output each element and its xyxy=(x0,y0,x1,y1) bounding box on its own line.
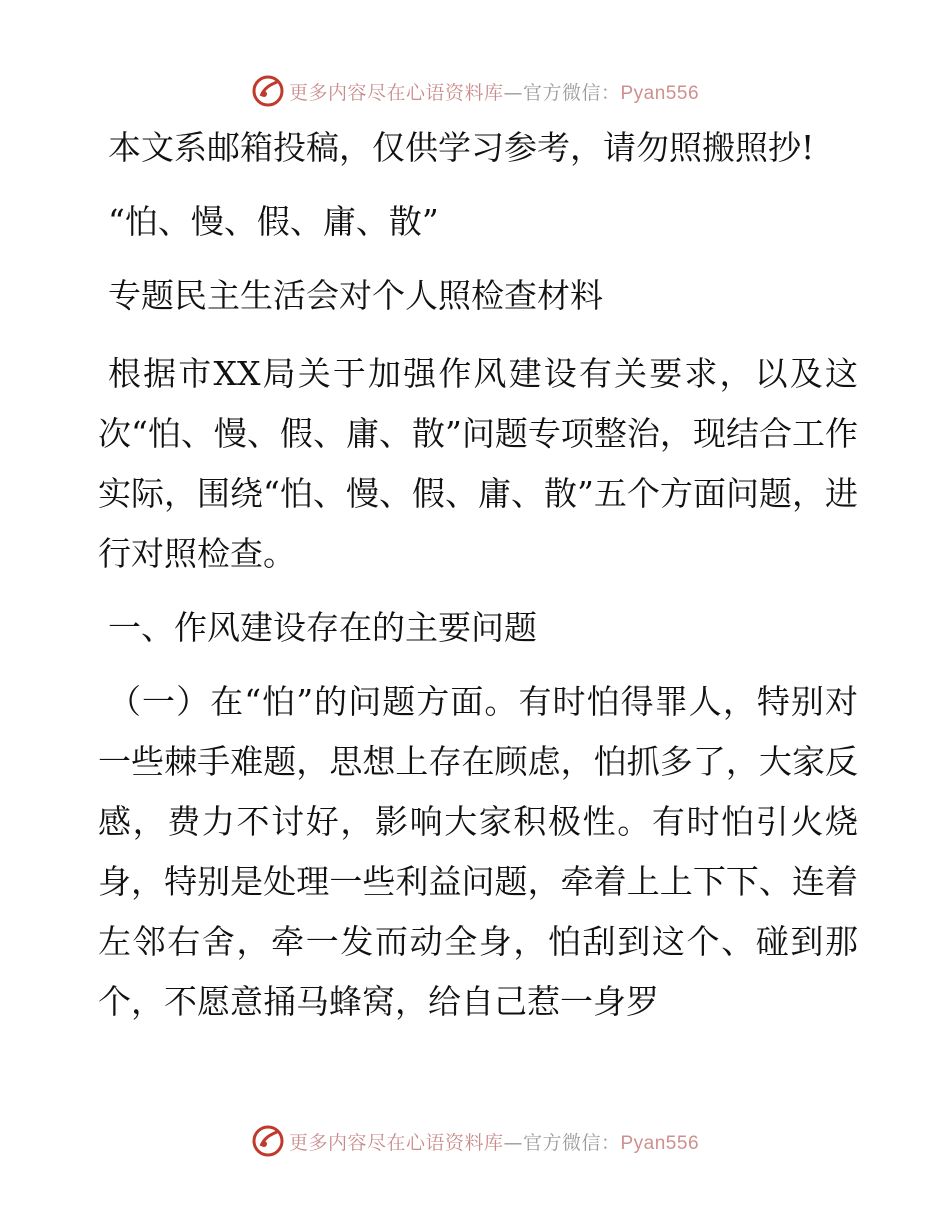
intro-paragraph: 根据市XX局关于加强作风建设有关要求，以及这次“怕、慢、假、庸、散”问题专项整治，现结合工作实际，围绕“怕、慢、假、庸、散”五个方面问题，进行对照检查。 xyxy=(98,354,858,573)
watermark-text xyxy=(289,78,699,105)
watermark-label: 官方微信： xyxy=(522,1131,621,1154)
watermark-text xyxy=(289,1128,699,1155)
document-title-line2: 专题民主生活会对个人照检查材料 xyxy=(108,276,603,315)
watermark-dash: — xyxy=(503,1131,523,1154)
footer-watermark xyxy=(0,1124,950,1158)
section-heading: 一、作风建设存在的主要问题 xyxy=(108,608,537,647)
watermark-brand: 更多内容尽在心语资料库 xyxy=(288,1131,504,1154)
brand-logo-icon xyxy=(251,1124,285,1158)
document-body xyxy=(98,118,858,1032)
document-title-line1: “怕、慢、假、庸、散” xyxy=(108,202,439,241)
header-watermark xyxy=(0,74,950,108)
section-paragraph: （一）在“怕”的问题方面。有时怕得罪人，特别对一些棘手难题，思想上存在顾虑，怕抓多了，大家反感，费力不讨好，影响大家积极性。有时怕引火烧身，特别是处理一些利益问题，牵着上上下下、连着左邻右舍，牵一发而动全身，怕刮到这个、碰到那个，不愿意捅马蜂窝，给自己惹一身罗 xyxy=(98,682,858,1021)
brand-logo-icon xyxy=(251,74,285,108)
watermark-brand: 更多内容尽在心语资料库 xyxy=(288,81,504,104)
watermark-id: Pyan556 xyxy=(620,82,700,104)
watermark-id: Pyan556 xyxy=(620,1132,700,1154)
watermark-label: 官方微信： xyxy=(522,81,621,104)
notice-text: 本文系邮箱投稿，仅供学习参考，请勿照搬照抄! xyxy=(108,128,815,167)
watermark-dash: — xyxy=(503,81,523,104)
